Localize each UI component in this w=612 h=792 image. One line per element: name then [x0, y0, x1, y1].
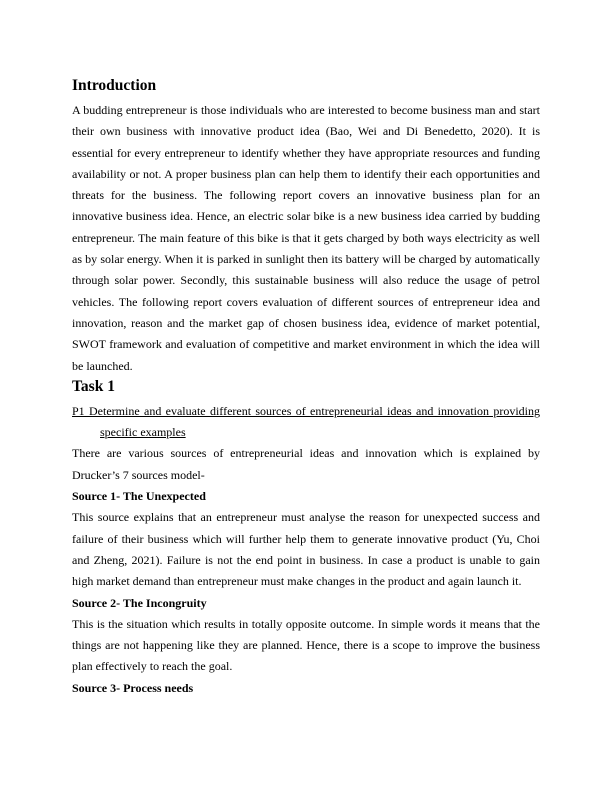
- source-2-text: This is the situation which results in totally opposite outcome. In simple words it means that the things are not happening like they are planned. Hence, there is a scope to improve the business plan effectively to reach the goal.: [72, 616, 540, 674]
- source-2-heading: Source 2- The Incongruity: [72, 595, 207, 610]
- introduction-heading: Introduction: [72, 77, 157, 94]
- source-3-heading: Source 3- Process needs: [72, 680, 194, 695]
- introduction-paragraph: A budding entrepreneur is those individuals who are interested to become business man and start their own business with innovative product idea (Bao, Wei and Di Benedetto, 2020). It is essential for every entrepreneur to identify whether they have appropriate resources and funding availability or not. A proper business plan can help them to identify their each opportunities and threats for the business. The following report covers an innovative business plan for an innovative business idea. Hence, an electric solar bike is a new business idea carried by budding entrepreneur. The main feature of this bike is that it gets charged by both ways electricity as well as by solar energy. When it is parked in sunlight then its battery will be charged by automatically through solar power. Secondly, this sustainable business will also reduce the usage of petrol vehicles. The following report covers evaluation of different sources of entrepreneur idea and innovation, reason and the market gap of chosen business idea, evidence of market potential, SWOT framework and evaluation of competitive and market environment in which the idea will be launched.: [72, 103, 540, 373]
- document-page: [72, 76, 540, 699]
- task-1-intro: There are various sources of entrepreneurial ideas and innovation which is explained by Drucker’s 7 sources model-: [72, 446, 540, 482]
- task-1-heading: Task 1: [72, 377, 115, 395]
- task-1-subheading: P1 Determine and evaluate different sources of entrepreneurial ideas and innovation providing specific examples: [72, 403, 540, 440]
- source-1-text: This source explains that an entrepreneur must analyse the reason for unexpected success and failure of their business which will further help them to generate innovative product (Yu, Choi and Zheng, 2021). Failure is not the end point in business. In case a product is unable to gain high market demand than entrepreneur must make changes in the product and again launch it.: [72, 510, 540, 589]
- source-1-heading: Source 1- The Unexpected: [72, 489, 206, 504]
